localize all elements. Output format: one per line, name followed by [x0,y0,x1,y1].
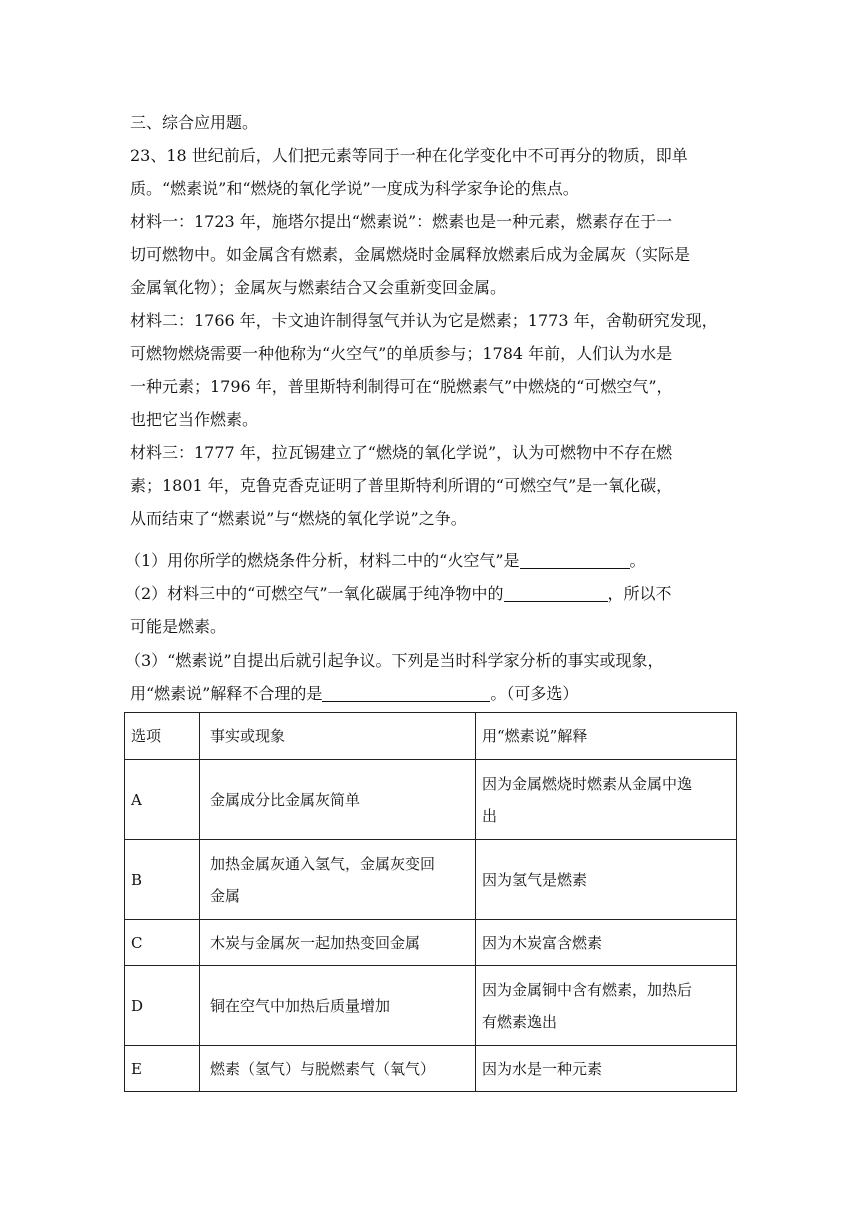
row-e-option: E [125,1046,200,1092]
sub-question-3-text: 用“燃素说”解释不合理的是 [130,684,323,703]
answer-blank-2[interactable] [504,585,608,602]
sub-question-3-line-2 [130,683,578,705]
row-a-option: A [125,760,200,840]
question-intro-line-2: 质。“燃素说”和“燃烧的氧化学说”一度成为科学家争论的焦点。 [130,179,579,198]
row-e-explain: 因为水是一种元素 [476,1046,737,1092]
material-1-line-1: 材料一：1723 年，施塔尔提出“燃素说”：燃素也是一种元素，燃素存在于一 [130,212,673,231]
section-heading: 三、综合应用题。 [130,113,259,132]
row-a-fact: 金属成分比金属灰简单 [200,760,476,840]
header-fact: 事实或现象 [200,713,476,760]
header-option: 选项 [125,713,200,760]
sub-question-3-line-1: （3）“燃素说”自提出后就引起争议。下列是当时科学家分析的事实或现象， [125,651,664,670]
row-b-explain: 因为氢气是燃素 [476,840,737,920]
sub-question-2-end: ，所以不 [607,584,672,603]
table-row [125,1046,737,1092]
material-3-line-2: 素；1801 年，克鲁克香克证明了普里斯特利所谓的“可燃空气”是一氧化碳， [130,476,673,495]
sub-question-2-text: （2）材料三中的“可燃空气”一氧化碳属于纯净物中的 [125,584,504,603]
material-3-line-1: 材料三：1777 年，拉瓦锡建立了“燃烧的氧化学说”，认为可燃物中不存在燃 [130,443,673,462]
table-header-row [125,713,737,760]
question-intro-line-1: 23、18 世纪前后，人们把元素等同于一种在化学变化中不可再分的物质，即单 [130,146,688,165]
row-c-option: C [125,920,200,966]
material-3-line-3: 从而结束了“燃素说”与“燃烧的氧化学说”之争。 [130,509,467,528]
options-table [124,712,737,1092]
row-b-option: B [125,840,200,920]
row-d-option: D [125,966,200,1046]
material-1-line-3: 金属氧化物）；金属灰与燃素结合又会重新变回金属。 [130,278,507,297]
row-c-fact: 木炭与金属灰一起加热变回金属 [200,920,476,966]
row-d-explain: 因为金属铜中含有燃素，加热后 有燃素逸出 [476,966,737,1046]
row-a-explain: 因为金属燃烧时燃素从金属中逸 出 [476,760,737,840]
material-2-line-2: 可燃物燃烧需要一种他称为“火空气”的单质参与；1784 年前，人们认为水是 [130,344,673,363]
material-1-line-2: 切可燃物中。如金属含有燃素，金属燃烧时金属释放燃素后成为金属灰（实际是 [130,245,691,264]
table-row [125,840,737,920]
header-explain: 用“燃素说”解释 [476,713,737,760]
sub-question-1-text: （1）用你所学的燃烧条件分析，材料二中的“火空气”是 [125,551,520,570]
row-b-fact: 加热金属灰通入氢气，金属灰变回 金属 [200,840,476,920]
sub-question-1 [125,550,646,572]
table-row [125,966,737,1046]
sub-question-3-end: 。（可多选） [490,684,579,703]
material-2-line-1: 材料二：1766 年，卡文迪许制得氢气并认为它是燃素；1773 年，舍勒研究发现， [130,311,718,330]
row-c-explain: 因为木炭富含燃素 [476,920,737,966]
sub-question-1-end: 。 [629,551,646,570]
sub-question-2-line-2: 可能是燃素。 [130,617,227,636]
table-row [125,920,737,966]
table-row [125,760,737,840]
material-2-line-4: 也把它当作燃素。 [130,410,259,429]
sub-question-2 [125,583,672,605]
row-d-fact: 铜在空气中加热后质量增加 [200,966,476,1046]
material-2-line-3: 一种元素；1796 年，普里斯特利制得可在“脱燃素气”中燃烧的“可燃空气”， [130,377,673,396]
row-e-fact: 燃素（氢气）与脱燃素气（氧气） [200,1046,476,1092]
answer-blank-1[interactable] [520,552,630,569]
answer-blank-3[interactable] [322,685,490,702]
